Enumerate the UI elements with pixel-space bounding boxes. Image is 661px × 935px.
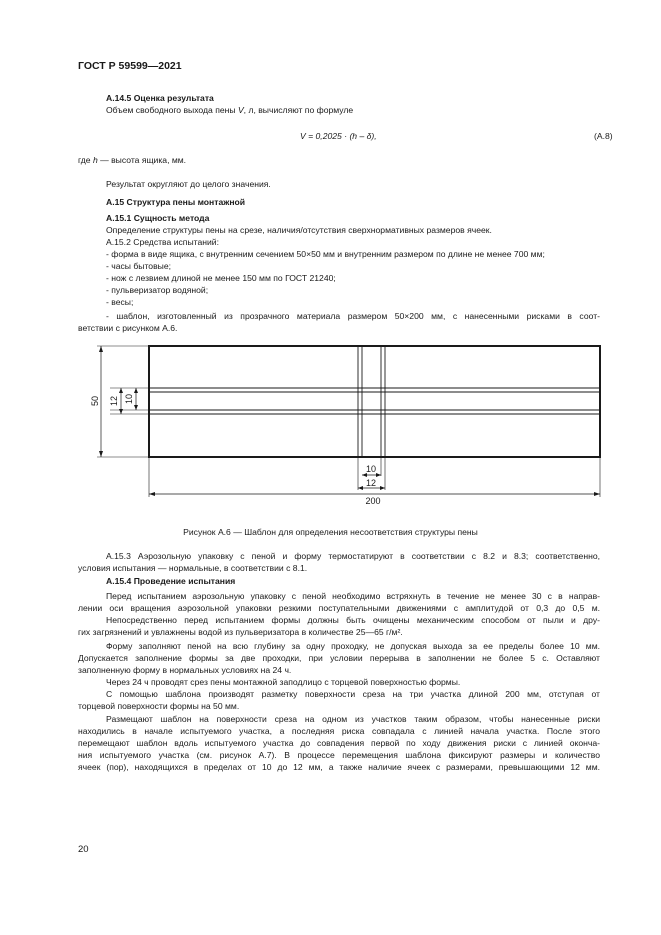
list-item: - нож с лезвием длиной не менее 150 мм по ГОСТ 21240; [106,273,336,283]
list-item: - пульверизатор водяной; [106,285,209,295]
paragraph-line: ния испытуемого участка (см. рисунок А.7). В процессе перемещения шаблона фиксируют размеры и количество [78,750,600,760]
list-item: - часы бытовые; [106,261,171,271]
paragraph-line: перемещают шаблон вдоль испытуемого участка до совпадения первой по ходу движения риски с линией оконча- [78,738,600,748]
list-item: - форма в виде ящика, с внутренним сечением 50×50 мм и внутренним размером по длине не менее 700 мм; [106,249,545,259]
subsection-heading-a151: А.15.1 Сущность метода [106,213,210,223]
paragraph-line: Через 24 ч проводят срез пены монтажной заподлицо с торцевой поверхностью формы. [106,677,461,687]
dim-label-w200: 200 [365,496,381,506]
paragraph-line: гих загрязнений и увлажнены водой из пульверизатора в количестве 25—65 г/м². [78,627,403,637]
paragraph-line: торцевой поверхности формы на 50 мм. [78,701,240,711]
list-item: - весы; [106,297,134,307]
paragraph-line: ячеек (пор), находящихся в пределах от 10 до 12 мм, а также наличие ячеек с размерами, превышающими 12 мм. [78,762,600,772]
section-heading-a145: А.14.5 Оценка результата [106,93,214,103]
rounding-note: Результат округляют до целого значения. [106,179,271,189]
page-number: 20 [78,844,89,855]
subsection-heading-a154: А.15.4 Проведение испытания [106,576,236,586]
dim-label-12: 12 [109,395,119,407]
formula-where: где h — высота ящика, мм. [78,155,187,165]
paragraph-line: Допускается заполнение формы за две проходки, при условии перерыва в заполнении не более 5 с. Оставляют [78,653,600,663]
paragraph-a153: условия испытания — нормальные, в соответствии с 8.1. [78,563,308,573]
figure-caption: Рисунок А.6 — Шаблон для определения несоответствия структуры пены [183,527,478,537]
paragraph-line: Размещают шаблон на поверхности среза на одном из участков таким образом, чтобы нанесенные риски [106,714,600,724]
paragraph-line: С помощью шаблона производят разметку поверхности среза на три участка длиной 200 мм, отступая от [106,689,600,699]
paragraph-line: Перед испытанием аэрозольную упаковку с пеной необходимо встряхнуть в течение не менее 30 с в направ- [106,591,600,601]
dim-label-50: 50 [90,395,100,407]
method-essence: Определение структуры пены на срезе, наличия/отсутствия сверхнормативных размеров ячеек. [106,225,492,235]
formula: V = 0,2025 · (h – δ), [300,131,377,141]
paragraph-line: Непосредственно перед испытанием формы должны быть очищены механическим способом от пыли и дру- [106,615,600,625]
paragraph-a153: А.15.3 Аэрозольную упаковку с пеной и форму термостатируют в соответствии с 8.2 и 8.3; соответственно, [106,551,600,561]
section-heading-a15: А.15 Структура пены монтажной [106,197,246,207]
paragraph-line: Форму заполняют пеной на всю глубину за одну проходку, не допуская выхода за ее пределы более 10 мм. [106,641,600,651]
subsection-heading-a152: А.15.2 Средства испытаний: [106,237,219,247]
list-item: - шаблон, изготовленный из прозрачного материала размером 50×200 мм, с нанесенными рисками в соот- [106,311,600,321]
paragraph-line: лении оси вращения аэрозольной упаковки резкими поступательными движениями с амплитудой от 0,3 до 0,5 м. [78,603,600,613]
formula-number: (А.8) [594,131,613,141]
list-item: ветствии с рисунком А.6. [78,323,178,333]
template-outline [149,346,600,457]
dim-label-w12: 12 [365,478,377,488]
paragraph-line: заполненную форму в нормальных условиях на 24 ч. [78,665,292,675]
formula-intro: Объем свободного выхода пены V, л, вычисляют по формуле [106,105,354,115]
dim-label-w10: 10 [365,464,377,474]
paragraph-line: находились в начале испытуемого участка, а последняя риска совпадала с линией начала участка. После этого [78,726,600,736]
dim-label-10: 10 [124,393,134,405]
document-header: ГОСТ Р 59599—2021 [78,60,182,72]
